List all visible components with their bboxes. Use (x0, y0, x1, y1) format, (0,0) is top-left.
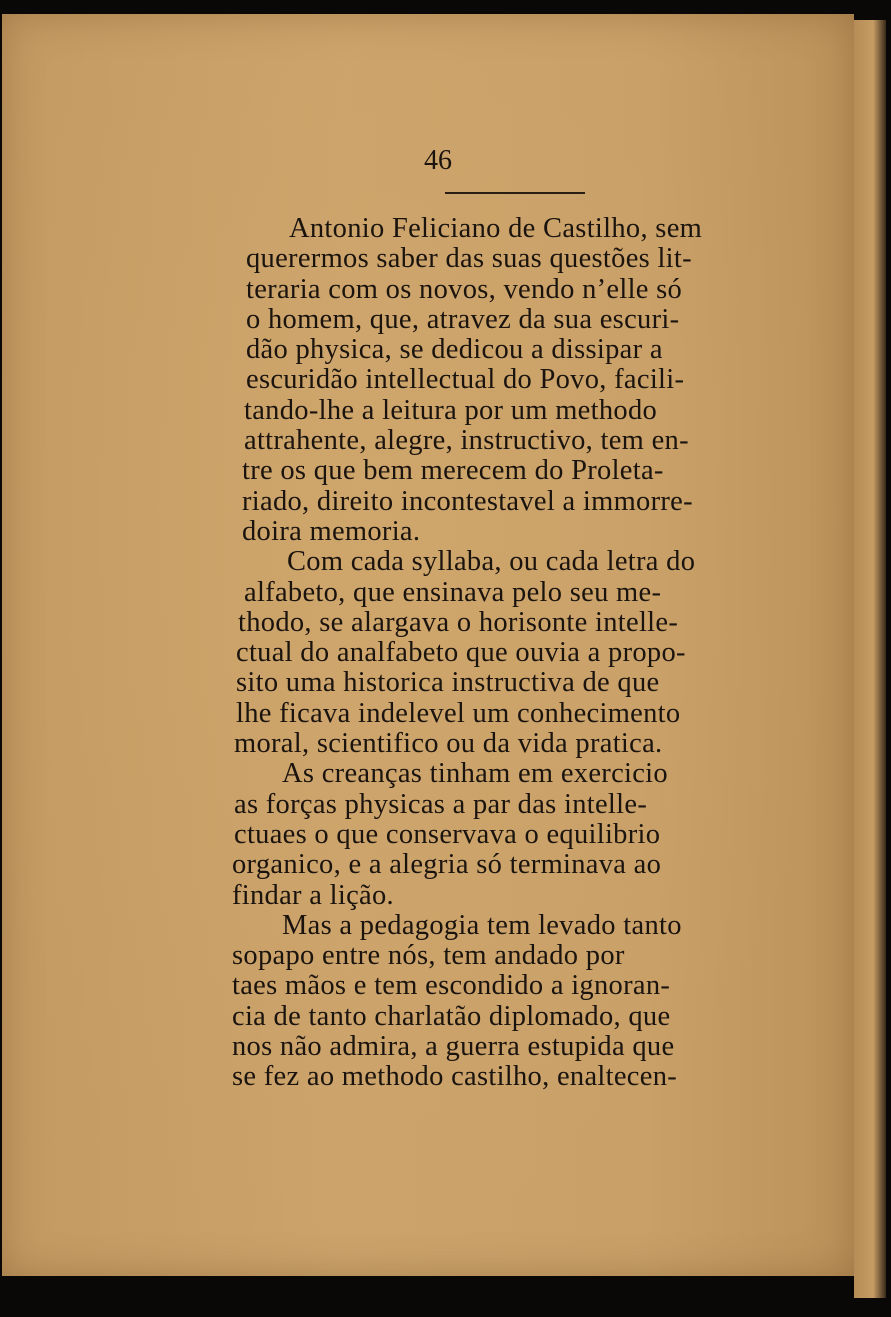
text-line: as forças physicas a par das intelle- (234, 788, 648, 820)
text-line: tre os que bem merecem do Proleta- (242, 455, 664, 487)
text-line: tando-lhe a leitura por um methodo (244, 394, 658, 426)
text-line: se fez ao methodo castilho, enaltecen- (232, 1061, 678, 1093)
text-line: attrahente, alegre, instructivo, tem en- (244, 425, 689, 457)
text-line: ctuaes o que conservava o equilibrio (234, 818, 661, 850)
text-line: sito uma historica instructiva de que (236, 667, 660, 699)
page-number: 46 (424, 145, 452, 176)
text-line: cia de tanto charlatão diplomado, que (232, 1000, 671, 1032)
text-line: doira memoria. (242, 515, 421, 547)
page-edge (854, 20, 886, 1298)
text-line: thodo, se alargava o horisonte intelle- (238, 606, 679, 638)
text-line: nos não admira, a guerra estupida que (232, 1031, 675, 1063)
text-line: Com cada syllaba, ou cada letra do (287, 546, 696, 578)
text-line: moral, scientifico ou da vida pratica. (234, 728, 663, 760)
body-text (232, 214, 792, 1093)
text-line: sopapo entre nós, tem andado por (232, 940, 625, 972)
text-line: ctual do analfabeto que ouvia a propo- (236, 637, 686, 669)
text-line: dão physica, se dedicou a dissipar a (246, 334, 663, 366)
text-line: querermos saber das suas questões lit- (246, 243, 692, 275)
header-rule (445, 192, 585, 194)
text-line: teraria com os novos, vendo n’elle só (246, 273, 683, 305)
text-line: escuridão intellectual do Povo, facili- (246, 364, 685, 396)
text-line: As creanças tinham em exercicio (282, 758, 668, 790)
text-line: alfabeto, que ensinava pelo seu me- (244, 576, 662, 608)
text-line: organico, e a alegria só terminava ao (232, 849, 662, 881)
text-line: o homem, que, atravez da sua escuri- (246, 303, 680, 335)
text-line: Mas a pedagogia tem levado tanto (282, 909, 682, 941)
text-line: lhe ficava indelevel um conhecimento (236, 697, 681, 729)
text-line: riado, direito incontestavel a immorre- (242, 485, 693, 517)
text-line: Antonio Feliciano de Castilho, sem (289, 213, 703, 244)
text-line: taes mãos e tem escondido a ignoran- (232, 970, 671, 1002)
book-page (2, 14, 854, 1276)
text-line: findar a lição. (232, 879, 394, 911)
